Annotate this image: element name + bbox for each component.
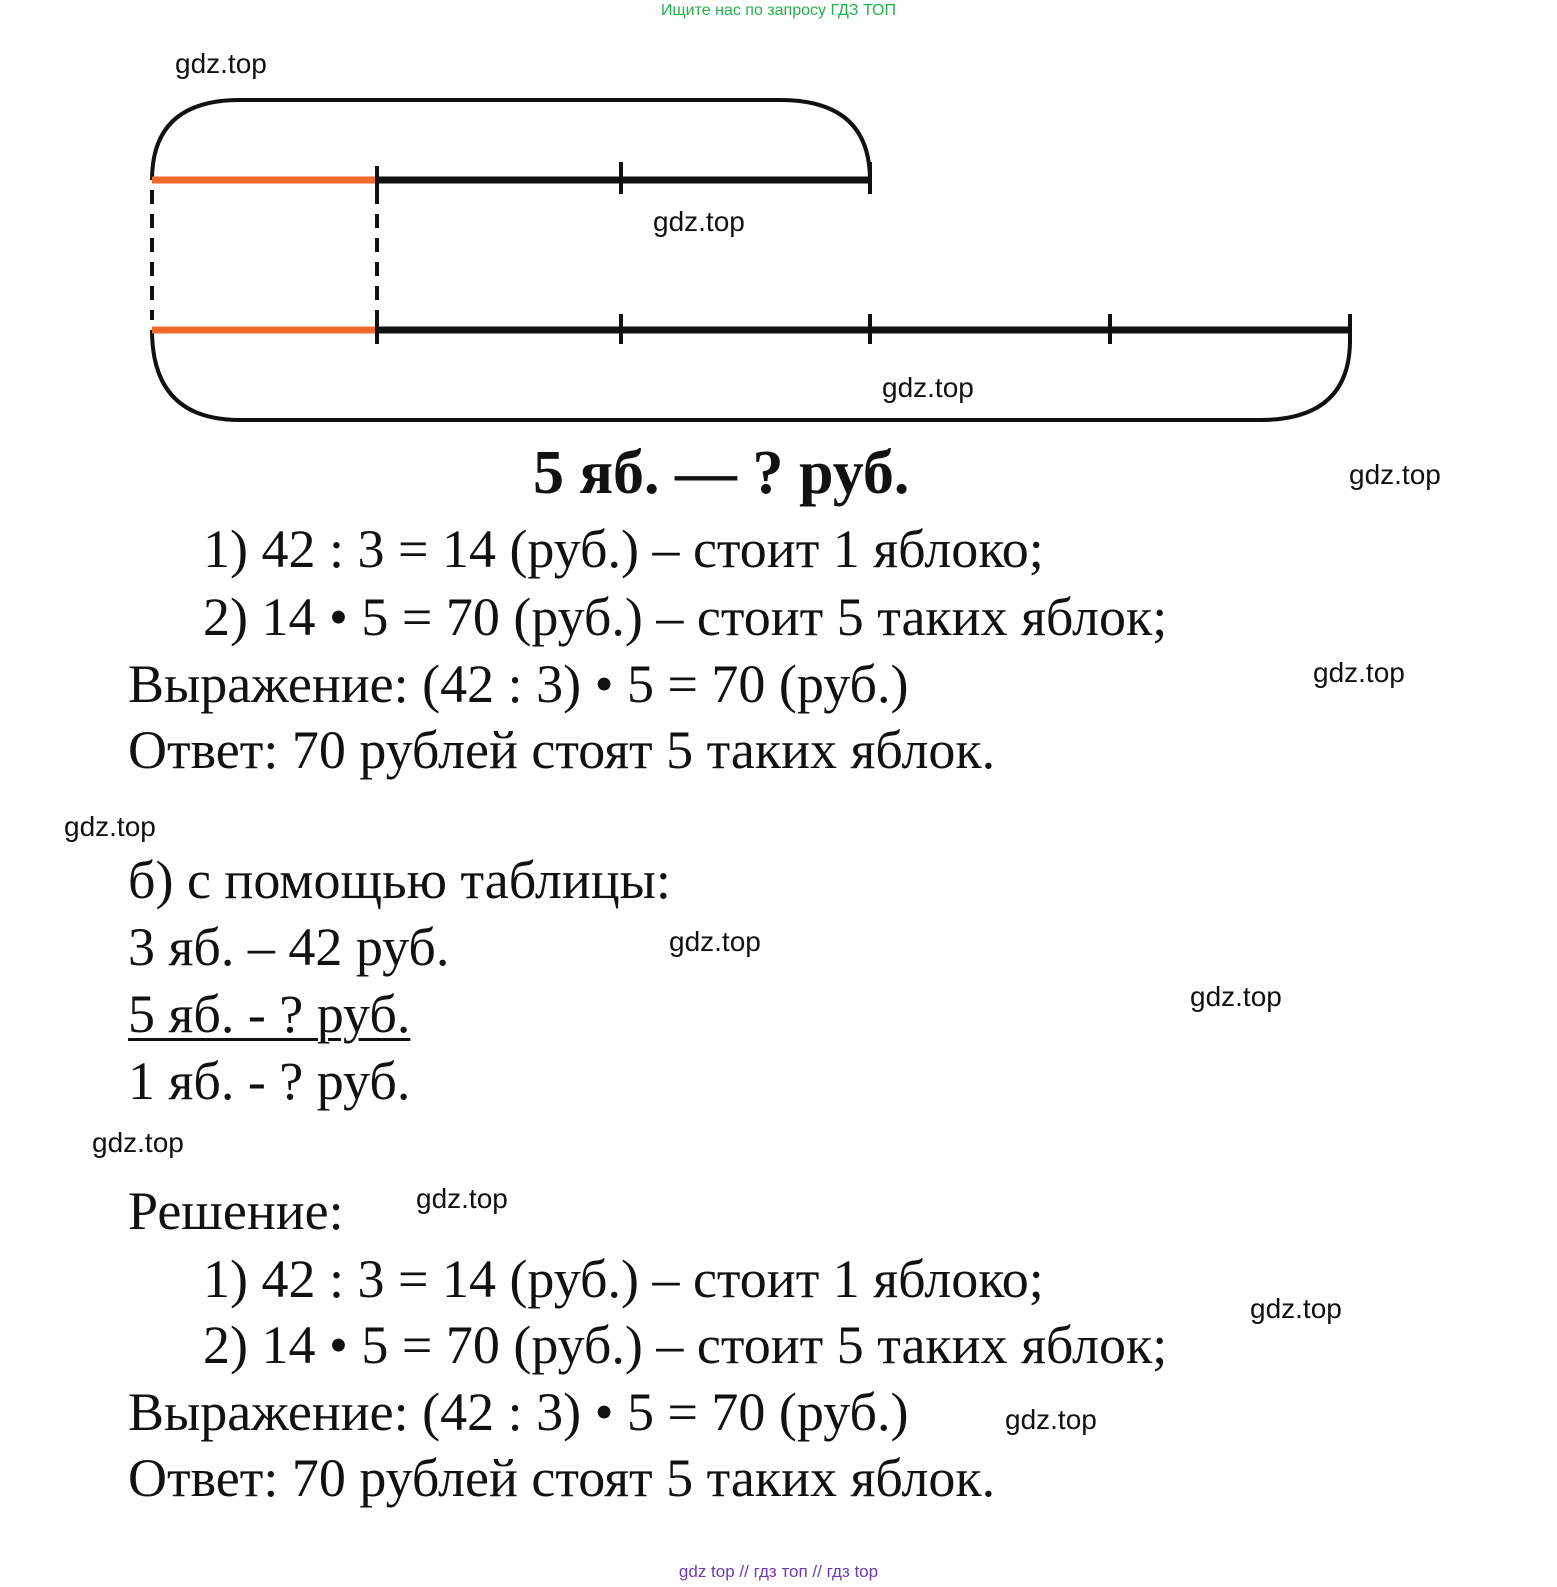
top-banner: Ищите нас по запросу ГДЗ ТОП xyxy=(661,2,896,19)
solution-b-step-1: 1) 42 : 3 = 14 (руб.) – стоит 1 яблоко; xyxy=(203,1249,1044,1309)
part-b-title: б) с помощью таблицы: xyxy=(128,850,671,910)
watermark: gdz.top xyxy=(1250,1293,1342,1324)
watermark: gdz.top xyxy=(1349,459,1441,490)
solution-a-step-1: 1) 42 : 3 = 14 (руб.) – стоит 1 яблоко; xyxy=(203,519,1044,579)
watermark: gdz.top xyxy=(1005,1404,1097,1435)
watermark: gdz.top xyxy=(653,206,745,237)
watermark: gdz.top xyxy=(669,926,761,957)
watermark: gdz.top xyxy=(416,1183,508,1214)
table-row-2: 5 яб. - ? руб. xyxy=(128,984,411,1044)
diagram-heading: 5 яб. — ? руб. xyxy=(533,439,910,507)
watermark: gdz.top xyxy=(64,811,156,842)
watermark: gdz.top xyxy=(1190,981,1282,1012)
top-brace xyxy=(152,100,870,180)
solution-a-step-2: 2) 14 • 5 = 70 (руб.) – стоит 5 таких яблок; xyxy=(203,587,1168,647)
solution-a-expression: Выражение: (42 : 3) • 5 = 70 (руб.) xyxy=(128,654,909,714)
table-row-3: 1 яб. - ? руб. xyxy=(128,1051,411,1111)
watermark: gdz.top xyxy=(882,372,974,403)
solution-label: Решение: xyxy=(128,1181,344,1241)
solution-b-answer: Ответ: 70 рублей стоят 5 таких яблок. xyxy=(128,1448,996,1508)
solution-a-answer: Ответ: 70 рублей стоят 5 таких яблок. xyxy=(128,720,996,780)
solution-b-expression: Выражение: (42 : 3) • 5 = 70 (руб.) xyxy=(128,1382,909,1442)
watermark: gdz.top xyxy=(1313,657,1405,688)
solution-b-step-2: 2) 14 • 5 = 70 (руб.) – стоит 5 таких яблок; xyxy=(203,1315,1168,1375)
watermark: gdz.top xyxy=(175,48,267,79)
bottom-brace xyxy=(152,330,1350,420)
table-row-1: 3 яб. – 42 руб. xyxy=(128,917,450,977)
watermark: gdz.top xyxy=(92,1127,184,1158)
footer-links: gdz top // гдз топ // гдз top xyxy=(678,1562,879,1581)
